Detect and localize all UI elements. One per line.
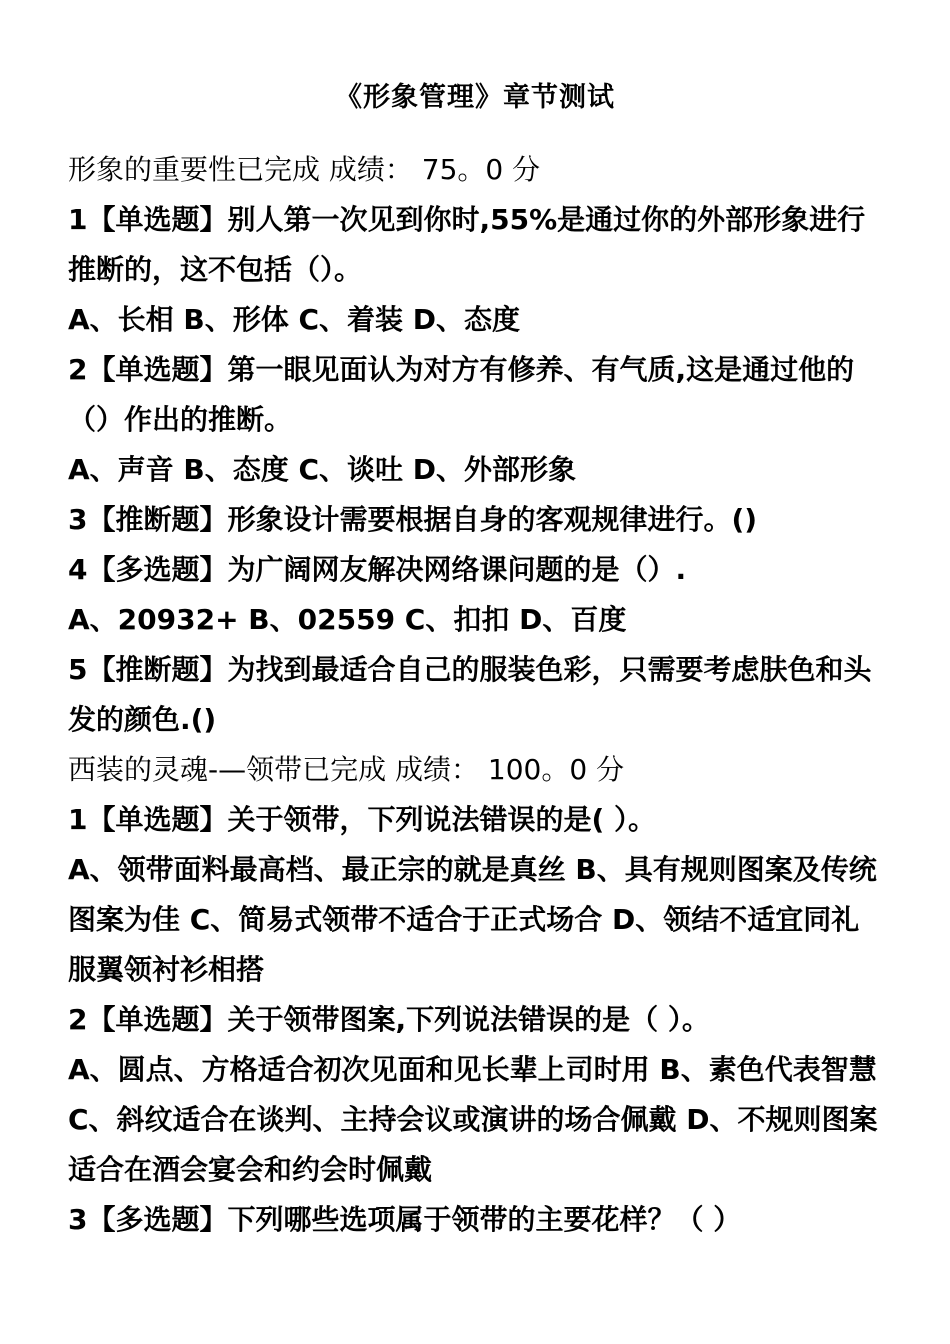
question-options: A、圆点、方格适合初次见面和见长辈上司时用 B、素色代表智慧 C、斜纹适合在谈判、主持会议或演讲的场合佩戴 D、不规则图案适合在酒会宴会和约会时佩戴 [68,1053,878,1186]
question-options: A、20932+ B、02559 C、扣扣 D、百度 [68,603,627,636]
question: 5【推断题】为找到最适合自己的服装色彩，只需要考虑肤色和头发的颜色.() [68,653,872,736]
question: 1【单选题】别人第一次见到你时,55%是通过你的外部形象进行推断的，这不包括（）。 [68,203,866,286]
document-title: 《形象管理》章节测试 [335,82,615,113]
question: 2【单选题】关于领带图案,下列说法错误的是（ ）。 [68,1003,710,1036]
document-body [68,145,886,1245]
question-options: A、领带面料最高档、最正宗的就是真丝 B、具有规则图案及传统图案为佳 C、简易式领带不适合于正式场合 D、领结不适宜同礼服翼领衬衫相搭 [68,853,877,986]
question: 2【单选题】第一眼见面认为对方有修养、有气质,这是通过他的（）作出的推断。 [68,353,855,436]
question-options: A、声音 B、态度 C、谈吐 D、外部形象 [68,453,577,486]
question: 3【推断题】形象设计需要根据自身的客观规律进行。() [68,503,758,536]
section-header: 西装的灵魂-—领带已完成 成绩： 100。0 分 [68,753,625,786]
question: 4【多选题】为广阔网友解决网络课问题的是（）. [68,553,687,586]
question: 3【多选题】下列哪些选项属于领带的主要花样？（ ） [68,1203,742,1236]
section-header: 形象的重要性已完成 成绩： 75。0 分 [68,153,541,186]
question-options: A、长相 B、形体 C、着装 D、态度 [68,303,521,336]
question: 1【单选题】关于领带，下列说法错误的是( ）。 [68,803,657,836]
